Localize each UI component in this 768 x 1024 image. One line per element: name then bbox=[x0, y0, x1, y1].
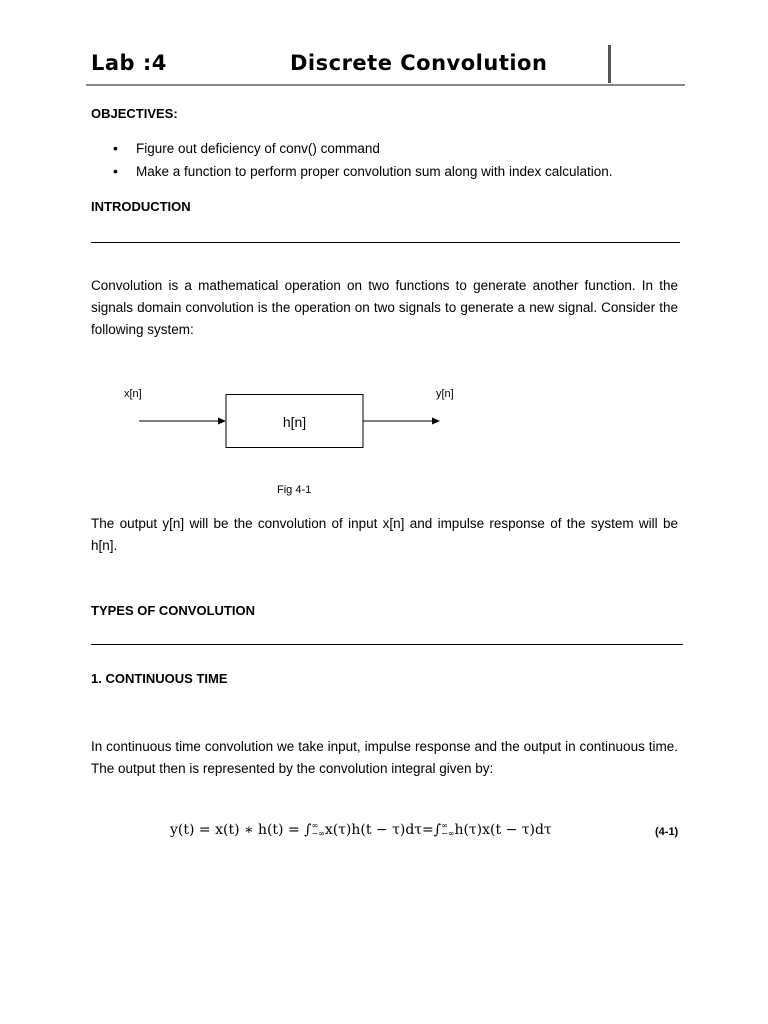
bullet-icon: • bbox=[113, 140, 118, 156]
header-divider bbox=[608, 45, 611, 83]
objective-text: Figure out deficiency of conv() command bbox=[136, 141, 380, 156]
introduction-heading: INTRODUCTION bbox=[91, 199, 191, 214]
equation-number: (4-1) bbox=[655, 826, 679, 838]
introduction-paragraph: Convolution is a mathematical operation on two functions to generate another function. In the signals domain convolution is the operation on two signals to generate a new signal. Consider the following system: bbox=[91, 278, 678, 337]
page-title: Discrete Convolution bbox=[290, 51, 548, 75]
input-label: x[n] bbox=[124, 388, 142, 400]
list-item bbox=[91, 160, 691, 183]
continuous-paragraph: In continuous time convolution we take input, impulse response and the output in continuous time. The output then is represented by the convolution integral given by: bbox=[91, 739, 678, 776]
objectives-list bbox=[91, 137, 691, 183]
input-arrow-head bbox=[218, 418, 226, 425]
output-label: y[n] bbox=[436, 388, 454, 400]
objectives-heading: OBJECTIVES: bbox=[91, 106, 178, 121]
list-item bbox=[91, 137, 691, 160]
types-heading: TYPES OF CONVOLUTION bbox=[91, 603, 255, 618]
block-label: h[n] bbox=[282, 414, 307, 430]
output-arrow-head bbox=[432, 418, 440, 425]
types-rule bbox=[91, 644, 683, 645]
continuous-heading: 1. CONTINUOUS TIME bbox=[91, 671, 228, 686]
bullet-icon: • bbox=[113, 163, 118, 179]
system-diagram bbox=[120, 380, 480, 470]
header-rule bbox=[86, 84, 685, 86]
figure-caption: Fig 4-1 bbox=[277, 484, 312, 496]
objective-text: Make a function to perform proper convolution sum along with index calculation. bbox=[136, 164, 613, 179]
convolution-integral-equation: y(t) = x(t) ∗ h(t) = ∫ ∞ −∞ x(τ)h(t − τ)dτ=∫ ∞ −∞ h(τ)x(t − τ)dτ bbox=[170, 821, 552, 838]
introduction-rule bbox=[91, 242, 680, 243]
output-paragraph: The output y[n] will be the convolution of input x[n] and impulse response of the system will be h[n]. bbox=[91, 516, 678, 553]
lab-number: Lab :4 bbox=[91, 51, 167, 75]
